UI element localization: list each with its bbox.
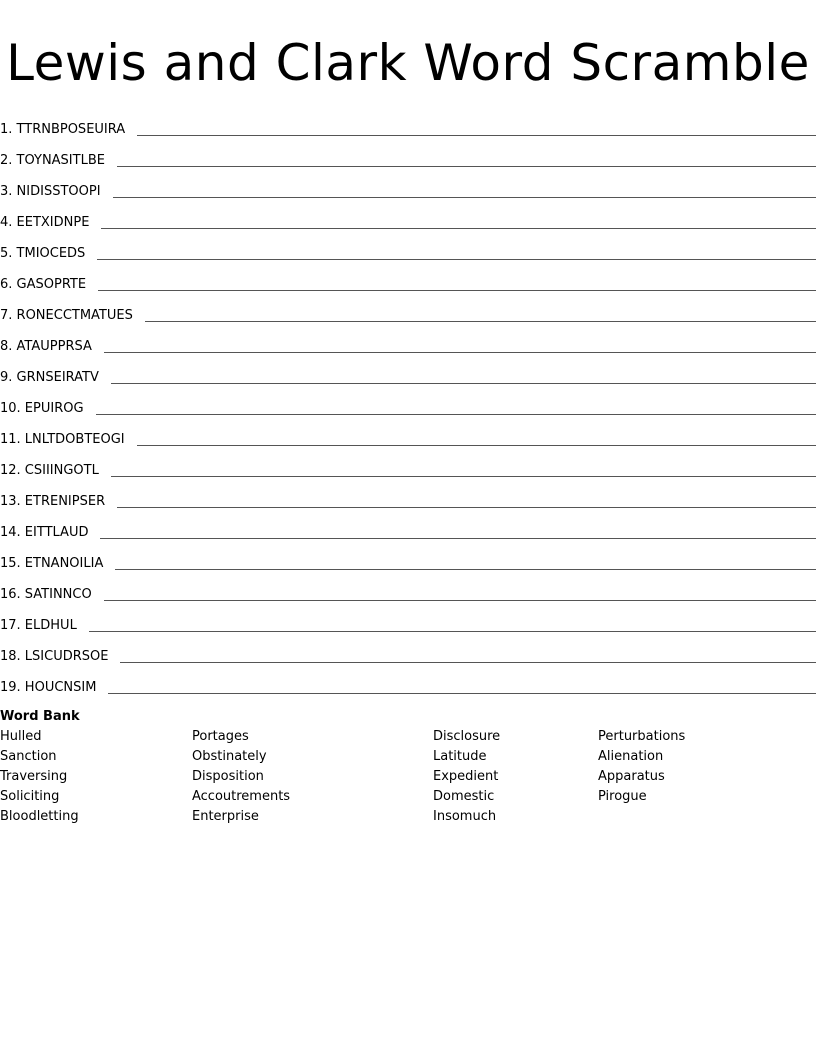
puzzle-item — [0, 140, 816, 171]
word-bank-entry: Insomuch — [433, 809, 497, 824]
word-bank-column-4 — [598, 727, 685, 807]
word-bank-entry: Traversing — [0, 769, 68, 784]
puzzle-item — [0, 388, 816, 419]
word-bank-entry: Expedient — [433, 769, 499, 784]
puzzle-item — [0, 109, 816, 140]
puzzle-list — [0, 109, 816, 698]
answer-line[interactable] — [96, 414, 816, 415]
word-bank-column-2 — [192, 727, 290, 827]
scrambled-word: 6. GASOPRTE — [0, 277, 87, 292]
puzzle-item — [0, 636, 816, 667]
answer-line[interactable] — [104, 352, 816, 353]
puzzle-item — [0, 326, 816, 357]
word-bank-entry: Obstinately — [192, 749, 267, 764]
word-bank-entry: Accoutrements — [192, 789, 291, 804]
word-bank-entry: Domestic — [433, 789, 495, 804]
puzzle-item — [0, 295, 816, 326]
puzzle-item — [0, 667, 816, 698]
answer-line[interactable] — [137, 445, 816, 446]
answer-line[interactable] — [89, 631, 816, 632]
puzzle-item — [0, 605, 816, 636]
answer-line[interactable] — [104, 600, 816, 601]
answer-line[interactable] — [111, 476, 816, 477]
word-bank-column-1 — [0, 727, 79, 827]
word-bank-entry: Bloodletting — [0, 809, 79, 824]
scrambled-word: 19. HOUCNSIM — [0, 680, 97, 695]
answer-line[interactable] — [108, 693, 816, 694]
word-bank-entry: Latitude — [433, 749, 487, 764]
answer-line[interactable] — [120, 662, 816, 663]
puzzle-item — [0, 574, 816, 605]
scrambled-word: 13. ETRENIPSER — [0, 494, 106, 509]
scrambled-word: 1. TTRNBPOSEUIRA — [0, 122, 126, 137]
answer-line[interactable] — [98, 290, 816, 291]
puzzle-item — [0, 233, 816, 264]
word-bank-entry: Perturbations — [598, 729, 686, 744]
word-bank-column-3 — [433, 727, 500, 827]
answer-line[interactable] — [117, 507, 816, 508]
puzzle-item — [0, 512, 816, 543]
answer-line[interactable] — [145, 321, 816, 322]
scrambled-word: 18. LSICUDRSOE — [0, 649, 109, 664]
puzzle-item — [0, 481, 816, 512]
puzzle-item — [0, 171, 816, 202]
puzzle-item — [0, 543, 816, 574]
answer-line[interactable] — [100, 538, 816, 539]
answer-line[interactable] — [115, 569, 816, 570]
answer-line[interactable] — [137, 135, 816, 136]
scrambled-word: 9. GRNSEIRATV — [0, 370, 99, 385]
scrambled-word: 10. EPUIROG — [0, 401, 84, 416]
page-title: Lewis and Clark Word Scramble — [6, 34, 810, 92]
answer-line[interactable] — [111, 383, 816, 384]
scrambled-word: 14. EITTLAUD — [0, 525, 89, 540]
word-bank-entry: Enterprise — [192, 809, 259, 824]
scrambled-word: 3. NIDISSTOOPI — [0, 184, 101, 199]
word-bank-entry: Portages — [192, 729, 249, 744]
scrambled-word: 5. TMIOCEDS — [0, 246, 86, 261]
scrambled-word: 8. ATAUPPRSA — [0, 339, 92, 354]
word-bank-entry: Disposition — [192, 769, 264, 784]
puzzle-item — [0, 264, 816, 295]
scrambled-word: 15. ETNANOILIA — [0, 556, 104, 571]
scrambled-word: 7. RONECCTMATUES — [0, 308, 133, 323]
word-bank-entry: Disclosure — [433, 729, 501, 744]
word-bank-entry: Sanction — [0, 749, 57, 764]
puzzle-item — [0, 202, 816, 233]
answer-line[interactable] — [97, 259, 816, 260]
puzzle-item — [0, 357, 816, 388]
scrambled-word: 4. EETXIDNPE — [0, 215, 90, 230]
scrambled-word: 16. SATINNCO — [0, 587, 92, 602]
puzzle-item — [0, 450, 816, 481]
puzzle-item — [0, 419, 816, 450]
scrambled-word: 2. TOYNASITLBE — [0, 153, 105, 168]
word-bank-entry: Hulled — [0, 729, 42, 744]
answer-line[interactable] — [117, 166, 816, 167]
scrambled-word: 17. ELDHUL — [0, 618, 77, 633]
word-bank-title: Word Bank — [0, 709, 80, 724]
word-bank-entry: Soliciting — [0, 789, 60, 804]
scrambled-word: 12. CSIIINGOTL — [0, 463, 99, 478]
word-bank-entry: Pirogue — [598, 789, 647, 804]
answer-line[interactable] — [113, 197, 816, 198]
word-bank-entry: Alienation — [598, 749, 664, 764]
scrambled-word: 11. LNLTDOBTEOGI — [0, 432, 125, 447]
answer-line[interactable] — [101, 228, 816, 229]
word-bank-entry: Apparatus — [598, 769, 665, 784]
